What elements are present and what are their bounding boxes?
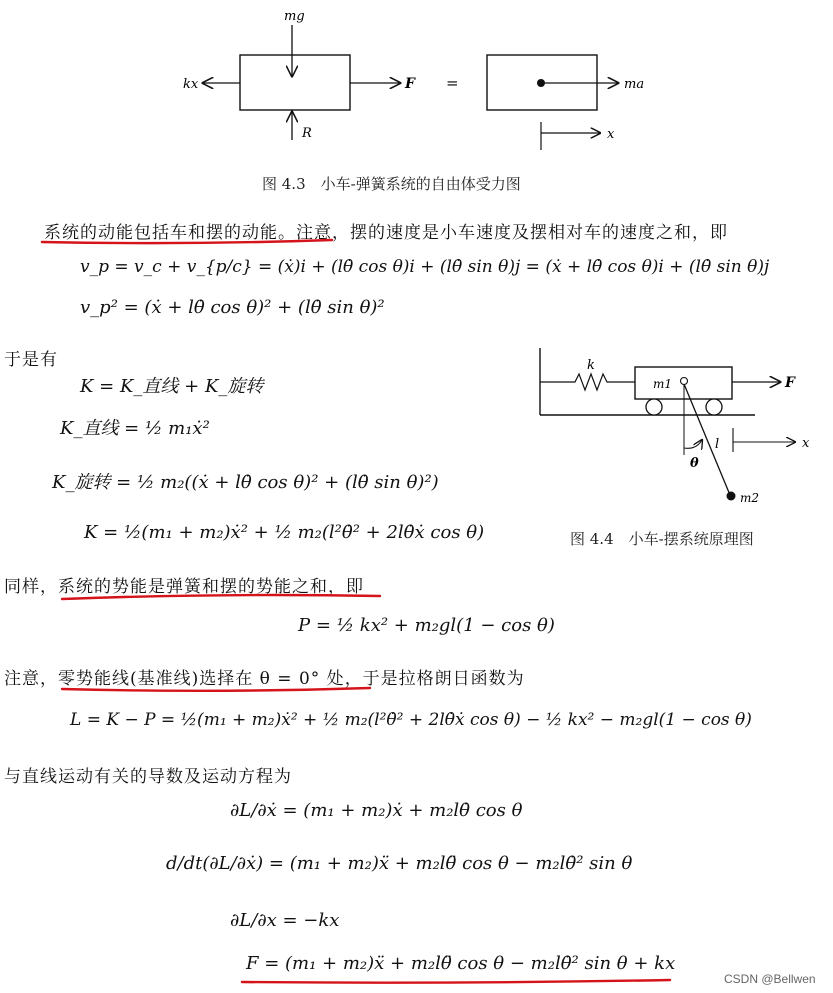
- figure-4-4: [530, 340, 830, 515]
- equation-ddt: d/dt(∂L/∂ẋ) = (m₁ + m₂)ẍ + m₂lθ̈ cos θ − m₂lθ̇² sin θ: [166, 853, 633, 874]
- potential-suffix: ，即: [328, 577, 364, 597]
- F-label: F: [405, 76, 415, 92]
- lagrangian-prefix: 注意，: [4, 669, 58, 689]
- paragraph-therefore: 于是有: [4, 350, 58, 370]
- cart-free-body-box: [240, 55, 350, 110]
- velocity-note: 注意，摆的速度是小车速度及摆相对车的速度之和，即: [296, 223, 728, 243]
- equation-K-total: K = ½(m₁ + m₂)ẋ² + ½ m₂(l²θ̇² + 2lθ̇ẋ cos θ): [84, 522, 485, 543]
- x-label: x: [607, 127, 615, 142]
- pivot: [681, 378, 688, 385]
- potential-prefix: 同样，: [4, 577, 58, 597]
- equation-L: L = K − P = ½(m₁ + m₂)ẋ² + ½ m₂(l²θ̇² + 2lθ̇ẋ cos θ) − ½ kx² − m₂gl(1 − cos θ): [70, 710, 752, 730]
- x-label-fig44: x: [802, 436, 810, 451]
- potential-energy-highlight: 系统的势能是弹簧和摆的势能之和: [58, 577, 328, 597]
- m2-label: m2: [740, 491, 760, 505]
- wheel-right: [706, 399, 722, 415]
- lagrangian-suffix: ，于是拉格朗日函数为: [344, 669, 525, 689]
- equation-vp: v_p = v_c + v_{p/c} = (ẋ)i + (lθ̇ cos θ)i + (lθ̇ sin θ)j = (ẋ + lθ̇ cos θ)i + (lθ̇ sin θ)j: [80, 257, 770, 277]
- equation-K-sum: K = K_直线 + K_旋转: [80, 376, 264, 397]
- equation-dL-dx: ∂L/∂x = −kx: [230, 910, 340, 931]
- pendulum-bob: [727, 492, 736, 501]
- equals-sign: =: [446, 74, 459, 92]
- theta-label: θ: [690, 456, 699, 471]
- spring: [540, 374, 635, 390]
- watermark: CSDN @Bellwen: [724, 972, 816, 986]
- underline-F-equation: [238, 976, 678, 988]
- paragraph-derivatives: 与直线运动有关的导数及运动方程为: [4, 767, 292, 787]
- equation-dL-dxdot: ∂L/∂ẋ = (m₁ + m₂)ẋ + m₂lθ̇ cos θ: [230, 800, 523, 821]
- equation-P: P = ½ kx² + m₂gl(1 − cos θ): [298, 615, 555, 636]
- underline-datum: [58, 683, 378, 697]
- equation-K-linear: K_直线 = ½ m₁ẋ²: [60, 418, 210, 439]
- wheel-left: [646, 399, 662, 415]
- kinetic-energy-highlight: 系统的动能包括车和摆的动能。: [44, 223, 296, 243]
- R-label: R: [302, 126, 312, 141]
- kx-label: kx: [183, 77, 199, 92]
- k-label: k: [587, 358, 595, 373]
- equation-vp-squared: v_p² = (ẋ + lθ̇ cos θ)² + (lθ̇ sin θ)²: [80, 297, 385, 318]
- mg-label: mg: [284, 9, 305, 24]
- l-label: l: [715, 437, 720, 452]
- equation-F: F = (m₁ + m₂)ẍ + m₂lθ̈ cos θ − m₂lθ̇² sin θ + kx: [246, 953, 676, 974]
- F-label-fig44: F: [785, 375, 795, 391]
- figure-4-3: [0, 0, 833, 200]
- equation-K-rotational: K_旋转 = ½ m₂((ẋ + lθ̇ cos θ)² + (lθ̇ sin θ)²): [52, 472, 439, 493]
- underline-potential: [58, 590, 388, 604]
- theta-arc: [684, 440, 702, 448]
- pendulum-rod: [684, 384, 730, 495]
- figure-4-4-caption: 图 4.4 小车-摆系统原理图: [570, 530, 754, 548]
- m1-label: m1: [653, 377, 673, 391]
- ma-label: ma: [624, 77, 645, 92]
- underline-kinetic: [38, 236, 338, 248]
- datum-highlight: 零势能线(基准线)选择在 θ = 0° 处: [58, 669, 345, 689]
- figure-4-3-caption: 图 4.3 小车-弹簧系统的自由体受力图: [262, 175, 521, 193]
